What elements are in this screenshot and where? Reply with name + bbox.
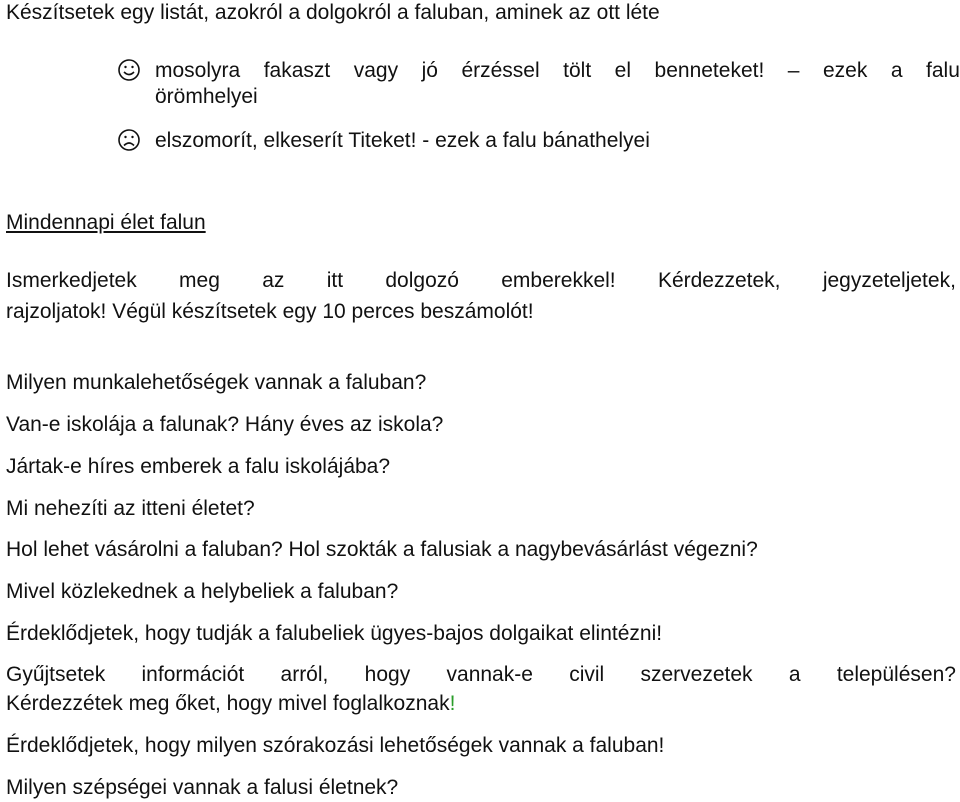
bullet-happy-word: mosolyra: [155, 59, 241, 82]
paragraph2-word: arról,: [280, 663, 329, 686]
frown-icon: [117, 128, 141, 152]
bullet-happy-word: falu: [926, 59, 960, 82]
section-heading: Mindennapi élet falun: [6, 211, 206, 234]
paragraph2-word: civil: [569, 663, 605, 686]
bullet-happy-word: fakaszt: [263, 59, 331, 82]
paragraph1-line2: rajzoljatok! Végül készítsetek egy 10 perces beszámolót!: [6, 300, 534, 323]
paragraph1-word: meg: [179, 269, 220, 292]
question-2: Van-e iskolája a falunak? Hány éves az iskola?: [6, 413, 444, 436]
question-6: Mivel közlekednek a helybeliek a faluban?: [6, 580, 399, 603]
smiley-icon: [117, 58, 141, 82]
paragraph2-word: településen?: [836, 663, 956, 686]
question-3: Jártak-e híres emberek a falu iskolájába?: [6, 455, 391, 478]
bullet-happy-line2: örömhelyei: [155, 85, 258, 108]
question-7: Érdeklődjetek, hogy tudják a falubeliek ügyes-bajos dolgaikat elintézni!: [6, 622, 663, 645]
paragraph1-word: jegyzeteljetek,: [822, 269, 956, 292]
question-4: Mi nehezíti az itteni életet?: [6, 497, 255, 520]
intro-text: Készítsetek egy listát, azokról a dolgokról a faluban, aminek az ott léte: [6, 1, 660, 24]
bullet-happy-word: vagy: [353, 59, 399, 82]
paragraph2-word: információt: [141, 663, 245, 686]
bullet-happy-word: el: [614, 59, 632, 82]
paragraph1-word: itt: [326, 269, 344, 292]
bullet-happy-word: tölt: [563, 59, 592, 82]
bullet-happy-word: érzéssel: [461, 59, 540, 82]
bullet-happy-text: [155, 58, 960, 110]
bullet-sad-text: elszomorít, elkeserít Titeket! - ezek a falu bánathelyei: [155, 129, 650, 152]
closing-2: Milyen szépségei vannak a falusi életnek?: [6, 776, 399, 799]
paragraph2-line2: [6, 691, 455, 717]
bullet-happy-line1: [155, 58, 960, 84]
bullet-happy-word: a: [890, 59, 903, 82]
closing-1: Érdeklődjetek, hogy milyen szórakozási lehetőségek vannak a faluban!: [6, 734, 665, 757]
paragraph2-word: szervezetek: [640, 663, 753, 686]
paragraph1-word: dolgozó: [385, 269, 459, 292]
bullet-happy-word: benneteket!: [654, 59, 765, 82]
paragraph2-line2-text: Kérdezzétek meg őket, hogy mivel foglalkoznak: [6, 692, 450, 715]
question-5: Hol lehet vásárolni a faluban? Hol szokták a falusiak a nagybevásárlást végezni?: [6, 538, 758, 561]
bullet-happy-word: ezek: [822, 59, 868, 82]
paragraph2-word: vannak-e: [446, 663, 533, 686]
paragraph2-word: a: [788, 663, 801, 686]
question-1: Milyen munkalehetőségek vannak a faluban?: [6, 371, 427, 394]
paragraph1-word: Ismerkedjetek: [6, 269, 137, 292]
bullet-happy-word: jó: [421, 59, 438, 82]
paragraph2-word: Gyűjtsetek: [6, 663, 106, 686]
paragraph2-exclaim: !: [449, 692, 456, 715]
paragraph2-line1: [6, 662, 956, 688]
paragraph1-word: emberekkel!: [501, 269, 616, 292]
paragraph1-word: Kérdezzetek,: [657, 269, 781, 292]
paragraph1-line1: [6, 268, 956, 294]
paragraph2-word: hogy: [364, 663, 411, 686]
paragraph1-word: az: [262, 269, 285, 292]
bullet-happy-word: –: [787, 59, 800, 82]
